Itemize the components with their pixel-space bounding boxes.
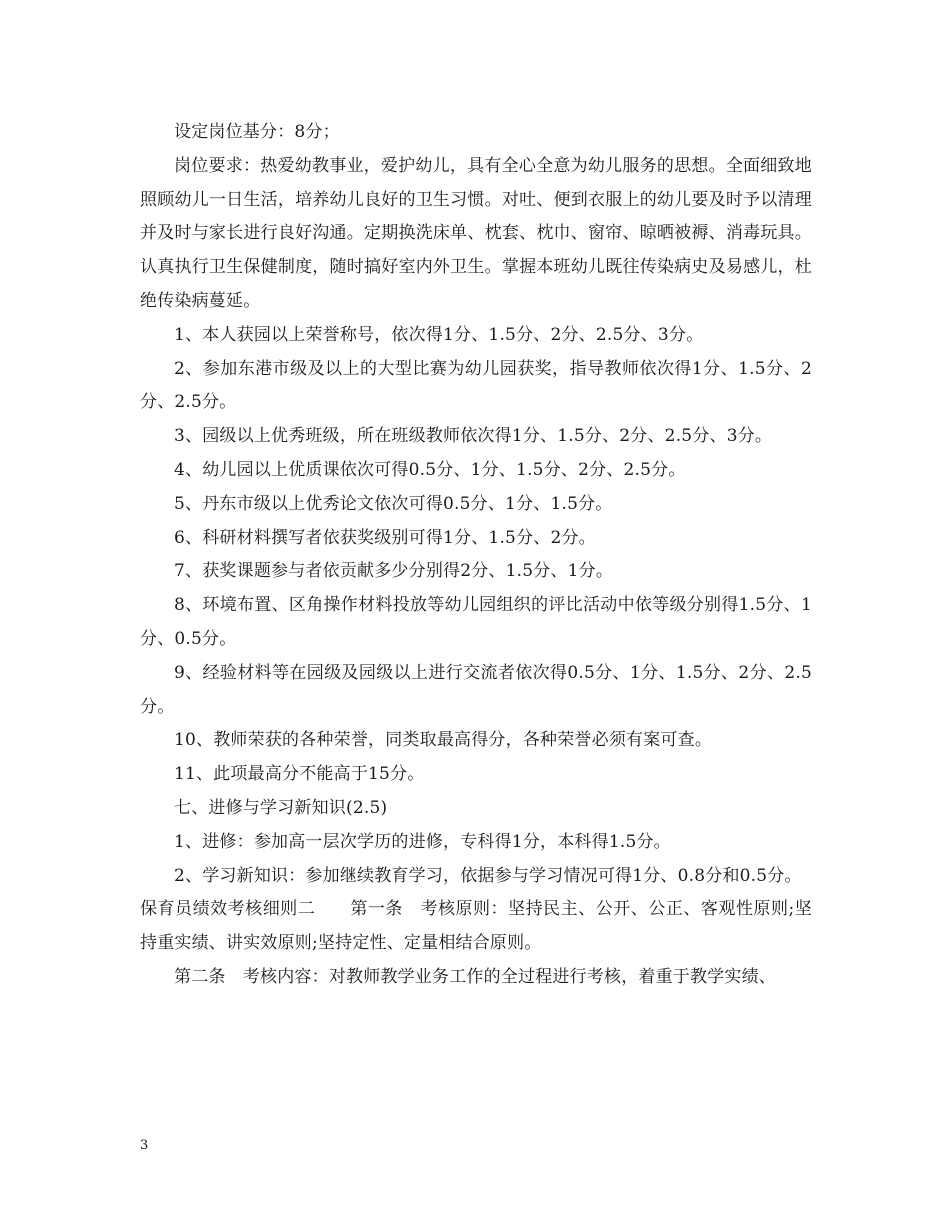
paragraph-item-11: 11、此项最高分不能高于15分。 [174, 764, 425, 785]
paragraph-further-study-1: 1、进修：参加高一层次学历的进修，专科得1分，本科得1.5分。 [174, 831, 671, 852]
paragraph-item-9: 9、经验材料等在园级及园级以上进行交流者依次得0.5分、1分、1.5分、2分、2.5分。 [140, 662, 812, 717]
paragraph-item-1: 1、本人获园以上荣誉称号，依次得1分、1.5分、2分、2.5分、3分。 [174, 324, 704, 345]
paragraph-rules-two-article-1: 保育员绩效考核细则二 第一条 考核原则：坚持民主、公开、公正、客观性原则;坚持重实绩、讲实效原则;坚持定性、定量相结合原则。 [140, 899, 812, 954]
paragraph-item-3: 3、园级以上优秀班级，所在班级教师依次得1分、1.5分、2分、2.5分、3分。 [174, 426, 773, 447]
paragraph-item-2: 2、参加东港市级及以上的大型比赛为幼儿园获奖，指导教师依次得1分、1.5分、2分、2.5分。 [140, 358, 812, 413]
paragraph-base-score: 设定岗位基分：8分； [174, 122, 340, 142]
paragraph-job-requirements: 岗位要求：热爱幼教事业，爱护幼儿，具有全心全意为幼儿服务的思想。全面细致地照顾幼儿一日生活，培养幼儿良好的卫生习惯。对吐、便到衣服上的幼儿要及时予以清理并及时与家长进行良好沟通。定期换洗床单、枕套、枕巾、窗帘、晾晒被褥、消毒玩具。认真执行卫生保健制度，随时搞好室内外卫生。掌握本班幼儿既往传染病史及易感儿，杜绝传染病蔓延。 [140, 155, 812, 311]
paragraph-further-study-2: 2、学习新知识：参加继续教育学习，依据参与学习情况可得1分、0.8分和0.5分。 [174, 865, 802, 886]
paragraph-item-8: 8、环境布置、区角操作材料投放等幼儿园组织的评比活动中依等级分别得1.5分、1分、0.5分。 [140, 595, 812, 649]
section-heading-7: 七、进修与学习新知识(2.5) [174, 797, 388, 818]
paragraph-item-4: 4、幼儿园以上优质课依次可得0.5分、1分、1.5分、2分、2.5分。 [174, 459, 686, 480]
page-number: 3 [140, 1138, 149, 1153]
paragraph-article-2: 第二条 考核内容：对教师教学业务工作的全过程进行考核，着重于教学实绩、 [174, 966, 776, 987]
document-body [140, 116, 812, 995]
paragraph-item-10: 10、教师荣获的各种荣誉，同类取最高得分，各种荣誉必须有案可查。 [174, 730, 713, 751]
paragraph-item-6: 6、科研材料撰写者依获奖级别可得1分、1.5分、2分。 [174, 527, 596, 548]
paragraph-item-5: 5、丹东市级以上优秀论文依次可得0.5分、1分、1.5分。 [174, 493, 613, 514]
paragraph-item-7: 7、获奖课题参与者依贡献多少分别得2分、1.5分、1分。 [174, 561, 614, 582]
